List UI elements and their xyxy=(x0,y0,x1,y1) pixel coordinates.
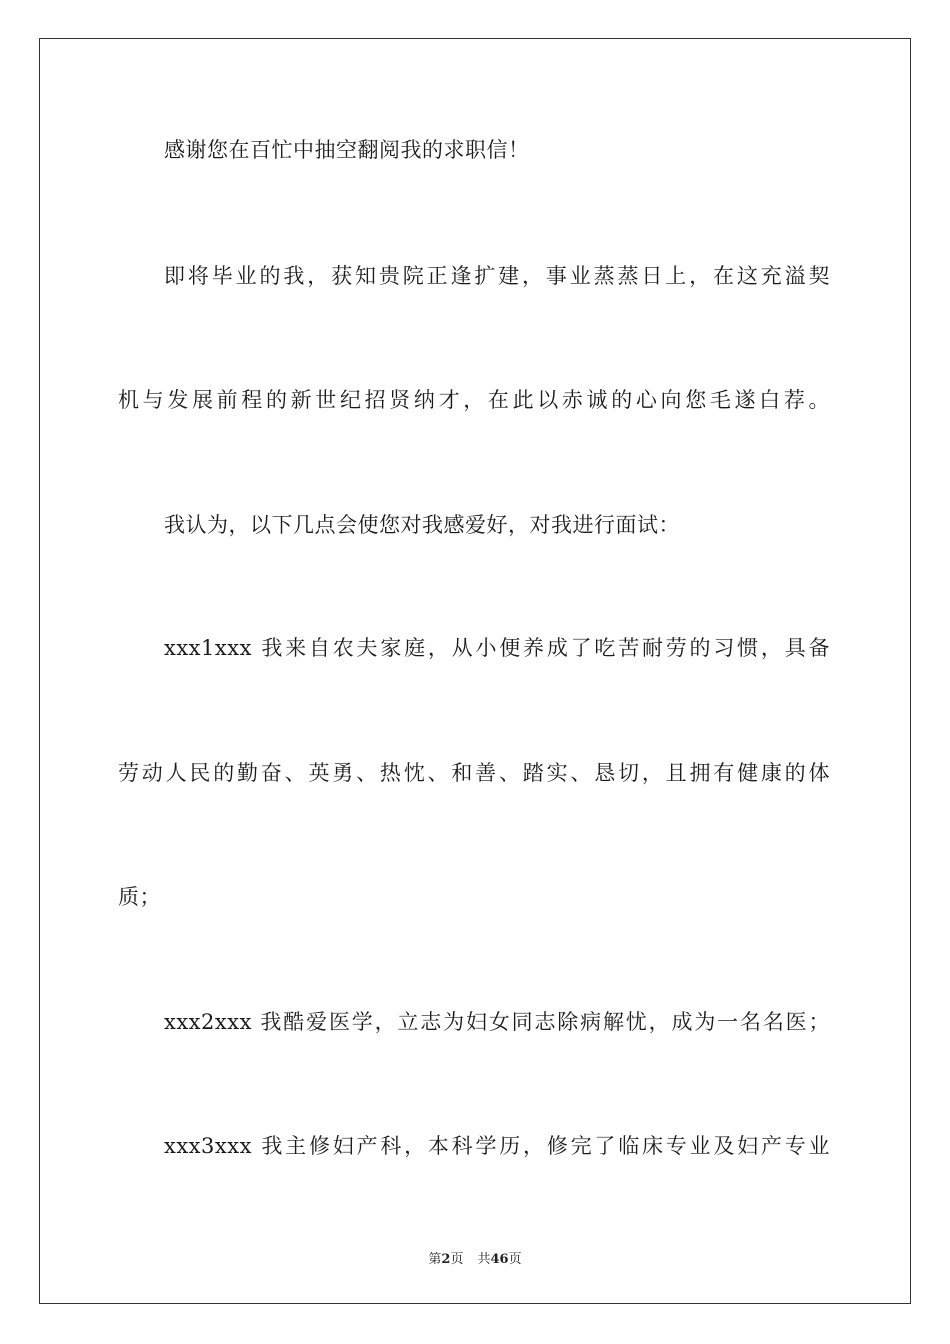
footer-total-prefix: 共 xyxy=(477,1252,491,1267)
page-frame xyxy=(39,38,911,1304)
page-footer xyxy=(0,1248,950,1267)
paragraph-line-7: 质； xyxy=(118,885,161,909)
paragraph-line-9: xxx3xxx 我主修妇产科，本科学历，修完了临床专业及妇产专业 xyxy=(164,1134,830,1158)
footer-total-pages: 46 xyxy=(490,1252,509,1267)
paragraph-line-2: 即将毕业的我，获知贵院正逢扩建，事业蒸蒸日上，在这充溢契 xyxy=(164,264,830,288)
footer-page-number: 2 xyxy=(441,1252,451,1267)
paragraph-line-8: xxx2xxx 我酷爱医学，立志为妇女同志除病解忧，成为一名名医； xyxy=(164,1010,830,1034)
footer-total-suffix: 页 xyxy=(508,1252,522,1267)
footer-page-suffix: 页 xyxy=(450,1252,464,1267)
paragraph-line-1: 感谢您在百忙中抽空翻阅我的求职信！ xyxy=(164,138,530,162)
paragraph-line-5: xxx1xxx 我来自农夫家庭，从小便养成了吃苦耐劳的习惯，具备 xyxy=(164,636,830,660)
paragraph-line-6: 劳动人民的勤奋、英勇、热忱、和善、踏实、恳切，且拥有健康的体 xyxy=(118,761,830,785)
footer-prefix: 第 xyxy=(428,1252,442,1267)
paragraph-line-3: 机与发展前程的新世纪招贤纳才，在此以赤诚的心向您毛遂白荐。 xyxy=(118,388,830,412)
paragraph-line-4: 我认为，以下几点会使您对我感爱好，对我进行面试： xyxy=(164,513,680,537)
